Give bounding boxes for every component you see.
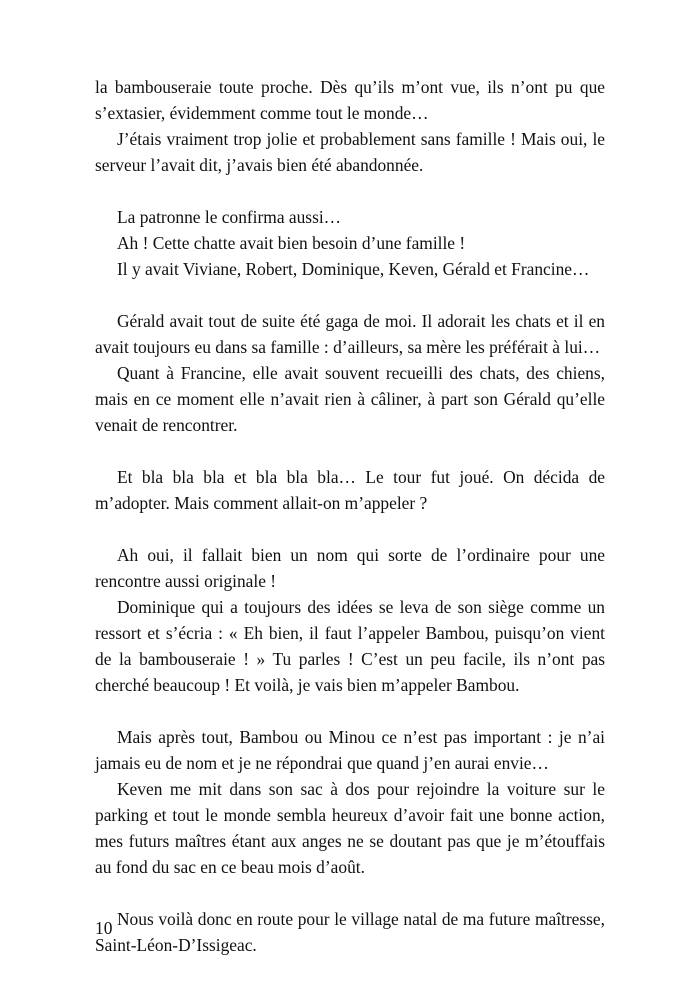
text-section xyxy=(95,906,605,958)
paragraph: Et bla bla bla et bla bla bla… Le tour fut joué. On décida de m’adopter. Mais comment allait-on m’appeler ? xyxy=(95,467,605,513)
text-section xyxy=(95,74,605,178)
page-body xyxy=(95,74,605,984)
paragraph: la bambouseraie toute proche. Dès qu’ils m’ont vue, ils n’ont pu que s’extasier, évidemment comme tout le monde… xyxy=(95,77,605,123)
paragraph: J’étais vraiment trop jolie et probablement sans famille ! Mais oui, le serveur l’avait dit, j’avais bien été abandonnée. xyxy=(95,129,605,175)
text-line: Ah ! Cette chatte avait bien besoin d’une famille ! xyxy=(117,233,466,253)
paragraph: Ah oui, il fallait bien un nom qui sorte de l’ordinaire pour une rencontre aussi originale ! xyxy=(95,545,605,591)
paragraph: Mais après tout, Bambou ou Minou ce n’est pas important : je n’ai jamais eu de nom et je ne répondrai que quand j’en aurai envie… xyxy=(95,727,605,773)
text-line: Il y avait Viviane, Robert, Dominique, Keven, Gérald et Francine… xyxy=(117,259,590,279)
text-section xyxy=(95,464,605,516)
text-section xyxy=(95,204,605,282)
paragraph: Keven me mit dans son sac à dos pour rejoindre la voiture sur le parking et tout le monde sembla heureux d’avoir fait une bonne action, mes futurs maîtres étant aux anges ne se doutant pas que je m’étouffais au fond du sac en ce beau mois d’août. xyxy=(95,779,605,877)
text-section xyxy=(95,724,605,880)
page-number: 10 xyxy=(95,918,113,938)
paragraph: Quant à Francine, elle avait souvent recueilli des chats, des chiens, mais en ce moment elle n’avait rien à câliner, à part son Gérald qu’elle venait de rencontrer. xyxy=(95,363,605,435)
paragraph: Nous voilà donc en route pour le village natal de ma future maîtresse, Saint-Léon-D’Issigeac. xyxy=(95,909,605,955)
paragraph: Dominique qui a toujours des idées se leva de son siège comme un ressort et s’écria : « Eh bien, il faut l’appeler Bambou, puisqu’on vient de la bambouseraie ! » Tu parles ! C’est un peu facile, ils n’ont pas cherché beaucoup ! Et voilà, je vais bien m’appeler Bambou. xyxy=(95,597,605,695)
text-line: La patronne le confirma aussi… xyxy=(117,207,342,227)
text-section xyxy=(95,308,605,438)
text-section xyxy=(95,542,605,698)
paragraph: Gérald avait tout de suite été gaga de moi. Il adorait les chats et il en avait toujours eu dans sa famille : d’ailleurs, sa mère les préférait à lui… xyxy=(95,311,605,357)
